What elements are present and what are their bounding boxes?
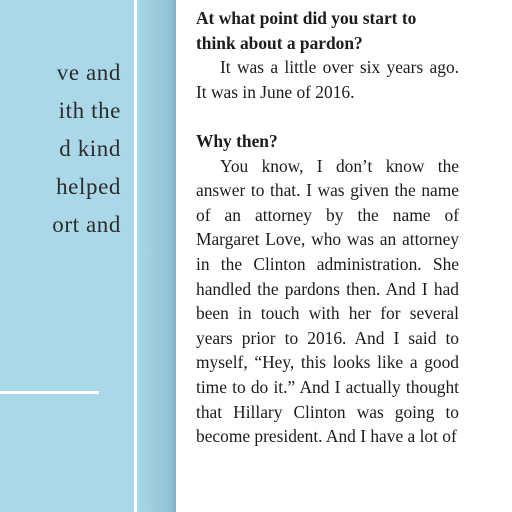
pull-quote-line: ve and <box>56 60 121 85</box>
answer-paragraph: You know, I don’t know the answer to that. I was given the name of an attorney by the name of Margaret Love, who was an attorney in the Clinton administration. She handled the pardons then. And I had been in touch with her for several years prior to 2016. And I said to myself, “Hey, this looks like a good time to do it.” And I actually thought that Hillary Clinton was going to become president. And I have a lot of <box>196 155 459 447</box>
pull-quote-line: helped <box>56 174 121 199</box>
article-column <box>196 6 459 449</box>
question-heading: Why then? <box>196 130 278 151</box>
paragraph-gap <box>196 104 459 129</box>
pull-quote-line: ith the <box>58 98 121 123</box>
pull-quote-panel <box>0 0 176 512</box>
divider-rule <box>0 391 99 394</box>
pull-quote-line: ort and <box>52 212 121 237</box>
page-spine-shadow <box>137 0 176 512</box>
answer-paragraph: It was a little over six years ago. It was in June of 2016. <box>196 57 459 102</box>
pull-quote-line: d kind <box>59 136 121 161</box>
question-heading: At what point did you start to think about a pardon? <box>196 8 417 53</box>
